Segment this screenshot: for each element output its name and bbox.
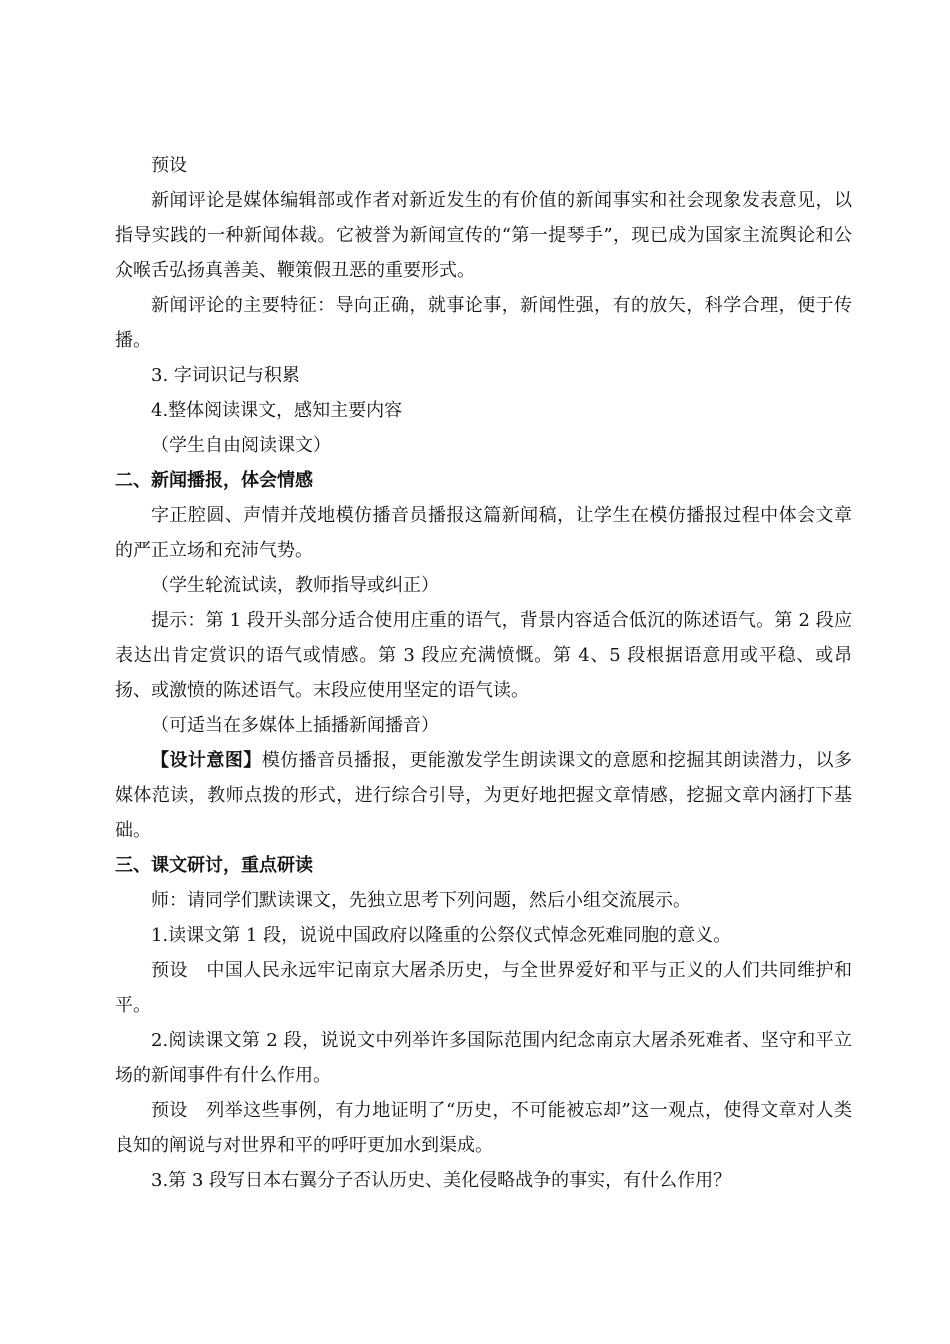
answer-1: 预设 中国人民永远牢记南京大屠杀历史，与全世界爱好和平与正义的人们共同维护和平。 — [115, 960, 852, 1016]
section-heading-text-study: 三、课文研讨，重点研读 — [115, 855, 313, 876]
question-1: 1.读课文第 1 段，说说中国政府以隆重的公祭仪式悼念死难同胞的意义。 — [151, 925, 732, 946]
paragraph-reading-tips: 提示：第 1 段开头部分适合使用庄重的语气，背景内容适合低沉的陈述语气。第 2 段应表达出肯定赏识的语气或情感。第 3 段应充满愤慨。第 4、5 段根据语意用或平稳、或昂扬、或激愤的陈述语气。末段应使用坚定的语气读。 — [115, 610, 852, 701]
section-heading-news-broadcast: 二、新闻播报，体会情感 — [115, 470, 313, 491]
preset-label: 预设 — [151, 155, 187, 176]
paragraph-news-commentary-definition: 新闻评论是媒体编辑部或作者对新近发生的有价值的新闻事实和社会现象发表意见，以指导实践的一种新闻体裁。它被誉为新闻宣传的“第一提琴手”，现已成为国家主流舆论和公众喉舌弘扬真善美、鞭策假丑恶的重要形式。 — [115, 190, 852, 281]
document-body — [115, 148, 852, 1198]
list-item-vocabulary: 3. 字词识记与积累 — [151, 365, 300, 386]
note-student-reading: （学生轮流试读，教师指导或纠正） — [151, 575, 439, 596]
paragraph-broadcast-imitation: 字正腔圆、声情并茂地模仿播音员播报这篇新闻稿，让学生在模仿播报过程中体会文章的严正立场和充沛气势。 — [115, 505, 852, 561]
design-intent-text: 模仿播音员播报，更能激发学生朗读课文的意愿和挖掘其朗读潜力，以多媒体范读，教师点拨的形式，进行综合引导，为更好地把握文章情感，挖掘文章内涵打下基础。 — [115, 750, 853, 841]
paragraph-teacher-instruction: 师：请同学们默读课文，先独立思考下列问题，然后小组交流展示。 — [151, 890, 691, 911]
paragraph-news-commentary-features: 新闻评论的主要特征：导向正确，就事论事，新闻性强，有的放矢，科学合理，便于传播。 — [115, 295, 852, 351]
answer-2: 预设 列举这些事例，有力地证明了“历史，不可能被忘却”这一观点，使得文章对人类良知的阐说与对世界和平的呼吁更加水到渠成。 — [115, 1100, 852, 1156]
design-intent-label: 【设计意图】 — [151, 750, 262, 771]
question-3: 3.第 3 段写日本右翼分子否认历史、美化侵略战争的事实，有什么作用？ — [151, 1170, 732, 1191]
question-2: 2.阅读课文第 2 段，说说文中列举许多国际范围内纪念南京大屠杀死难者、坚守和平立场的新闻事件有什么作用。 — [115, 1030, 852, 1086]
note-free-reading: （学生自由阅读课文） — [151, 435, 331, 456]
note-multimedia: （可适当在多媒体上插播新闻播音） — [151, 715, 439, 736]
paragraph-design-intent — [115, 743, 852, 848]
list-item-overall-reading: 4.整体阅读课文，感知主要内容 — [151, 400, 403, 421]
